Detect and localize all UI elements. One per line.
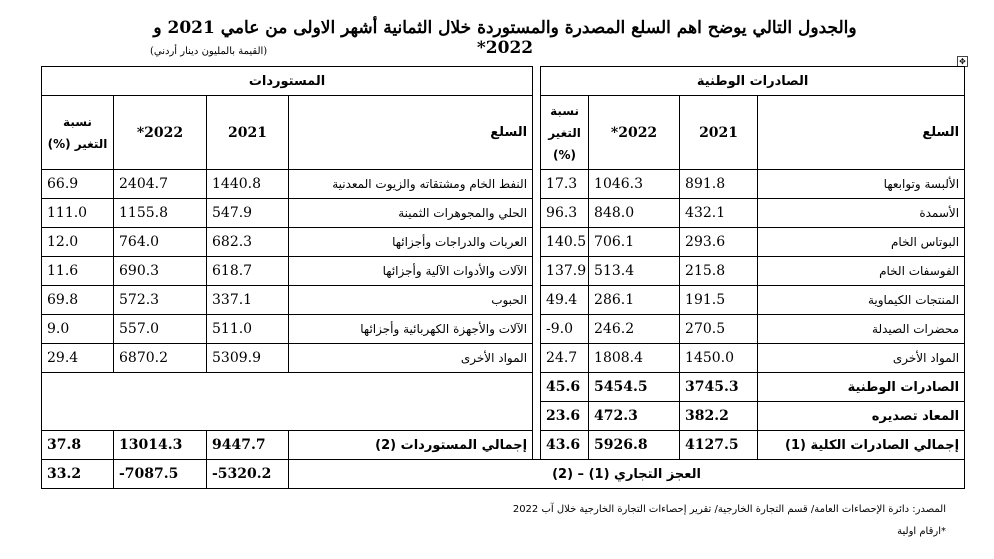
imports-goods-cell: العربات والدراجات وأجزائها [289,228,533,257]
exports-2022-cell: 246.2 [589,315,680,344]
exports-pct-cell: 96.3 [541,199,589,228]
imports-blank-cell [42,373,533,431]
imports-goods-cell: النفط الخام ومشتقاته والزيوت المعدنية [289,170,533,199]
exports-goods-cell: الأسمدة [758,199,965,228]
exports-goods-cell: الألبسة وتوابعها [758,170,965,199]
imports-goods-cell: الآلات والأدوات الآلية وأجزائها [289,257,533,286]
exports-goods-cell: البوتاس الخام [758,228,965,257]
table-row [42,170,965,199]
exports-pct-cell: -9.0 [541,315,589,344]
imports-2022-cell: 572.3 [114,286,207,315]
exports-goods-cell: الفوسفات الخام [758,257,965,286]
exports-total-2021-cell: 4127.5 [680,431,758,460]
imports-pct-cell: 29.4 [42,344,114,373]
source-note: المصدر: دائرة الإحصاءات العامة/ قسم التجارة الخارجية/ تقرير إحصاءات التجارة الخارجية خلال آب 2022 [512,504,946,515]
imports-goods-cell: الحبوب [289,286,533,315]
exports-total-label-cell: إجمالي الصادرات الكلية (1) [758,431,965,460]
imports-pct-cell: 69.8 [42,286,114,315]
table-title: والجدول التالي يوضح اهم السلع المصدرة والمستوردة خلال الثمانية أشهر الاولى من عامي 2021 و 2022* [153,18,857,58]
trade-deficit-row [42,460,965,489]
imports-2021-cell: 5309.9 [207,344,289,373]
deficit-label-cell: العجز التجاري (1) – (2) [289,460,965,489]
imports-2021-cell: 618.7 [207,257,289,286]
exports-header: الصادرات الوطنية [541,67,965,96]
imports-header: المستوردات [42,67,533,96]
reexports-pct-cell: 23.6 [541,402,589,431]
exports-col-2022: *2022 [589,96,680,170]
unit-note: (القيمة بالمليون دينار أردني) [150,46,268,57]
imports-2021-cell: 547.9 [207,199,289,228]
exports-total-2022-cell: 5926.8 [589,431,680,460]
exports-col-goods: السلع [758,96,965,170]
imports-pct-cell: 111.0 [42,199,114,228]
exports-pct-cell: 24.7 [541,344,589,373]
imports-2022-cell: 6870.2 [114,344,207,373]
imports-pct-cell: 9.0 [42,315,114,344]
exports-2022-cell: 706.1 [589,228,680,257]
exports-pct-cell: 137.9 [541,257,589,286]
imports-col-goods: السلع [289,96,533,170]
exports-2022-cell: 1808.4 [589,344,680,373]
deficit-2021-cell: -5320.2 [207,460,289,489]
imports-pct-cell: 66.9 [42,170,114,199]
national-exports-2021-cell: 3745.3 [680,373,758,402]
exports-2021-cell: 215.8 [680,257,758,286]
imports-2022-cell: 690.3 [114,257,207,286]
reexports-2022-cell: 472.3 [589,402,680,431]
table-row [42,344,965,373]
imports-2021-cell: 337.1 [207,286,289,315]
imports-total-pct-cell: 37.8 [42,431,114,460]
imports-goods-cell: الحلي والمجوهرات الثمينة [289,199,533,228]
exports-2021-cell: 432.1 [680,199,758,228]
imports-2022-cell: 1155.8 [114,199,207,228]
table-row [42,199,965,228]
imports-total-2021-cell: 9447.7 [207,431,289,460]
table-row [42,286,965,315]
deficit-pct-cell: 33.2 [42,460,114,489]
footnote: *ارقام اولية [897,526,946,537]
national-exports-2022-cell: 5454.5 [589,373,680,402]
exports-col-2021: 2021 [680,96,758,170]
exports-col-pct: نسبة التغير (%) [548,103,581,162]
imports-total-2022-cell: 13014.3 [114,431,207,460]
exports-2022-cell: 848.0 [589,199,680,228]
table-row [42,373,965,402]
imports-goods-cell: المواد الأخرى [289,344,533,373]
imports-pct-cell: 11.6 [42,257,114,286]
imports-col-2021: 2021 [207,96,289,170]
exports-2021-cell: 191.5 [680,286,758,315]
imports-total-label-cell: إجمالي المستوردات (2) [289,431,533,460]
move-handle-icon[interactable]: ✥ [957,56,968,67]
exports-goods-cell: محضرات الصيدلة [758,315,965,344]
exports-goods-cell: المنتجات الكيماوية [758,286,965,315]
reexports-2021-cell: 382.2 [680,402,758,431]
deficit-2022-cell: -7087.5 [114,460,207,489]
national-exports-pct-cell: 45.6 [541,373,589,402]
imports-2021-cell: 511.0 [207,315,289,344]
exports-2021-cell: 1450.0 [680,344,758,373]
exports-2021-cell: 270.5 [680,315,758,344]
imports-col-2022: *2022 [114,96,207,170]
exports-goods-cell: المواد الأخرى [758,344,965,373]
exports-2021-cell: 891.8 [680,170,758,199]
trade-table [41,66,965,489]
national-exports-label-cell: الصادرات الوطنية [758,373,965,402]
table-row [42,257,965,286]
reexports-label-cell: المعاد تصديره [758,402,965,431]
imports-2022-cell: 2404.7 [114,170,207,199]
imports-2022-cell: 764.0 [114,228,207,257]
table-row [42,315,965,344]
imports-2021-cell: 1440.8 [207,170,289,199]
exports-2022-cell: 286.1 [589,286,680,315]
exports-2022-cell: 1046.3 [589,170,680,199]
imports-col-pct: نسبة التغير (%) [47,114,108,151]
imports-2022-cell: 557.0 [114,315,207,344]
exports-pct-cell: 17.3 [541,170,589,199]
totals-row [42,431,965,460]
exports-2022-cell: 513.4 [589,257,680,286]
table-row [42,228,965,257]
imports-pct-cell: 12.0 [42,228,114,257]
exports-pct-cell: 49.4 [541,286,589,315]
imports-goods-cell: الآلات والأجهزة الكهربائية وأجزائها [289,315,533,344]
exports-total-pct-cell: 43.6 [541,431,589,460]
exports-pct-cell: 140.5 [541,228,589,257]
exports-2021-cell: 293.6 [680,228,758,257]
imports-2021-cell: 682.3 [207,228,289,257]
